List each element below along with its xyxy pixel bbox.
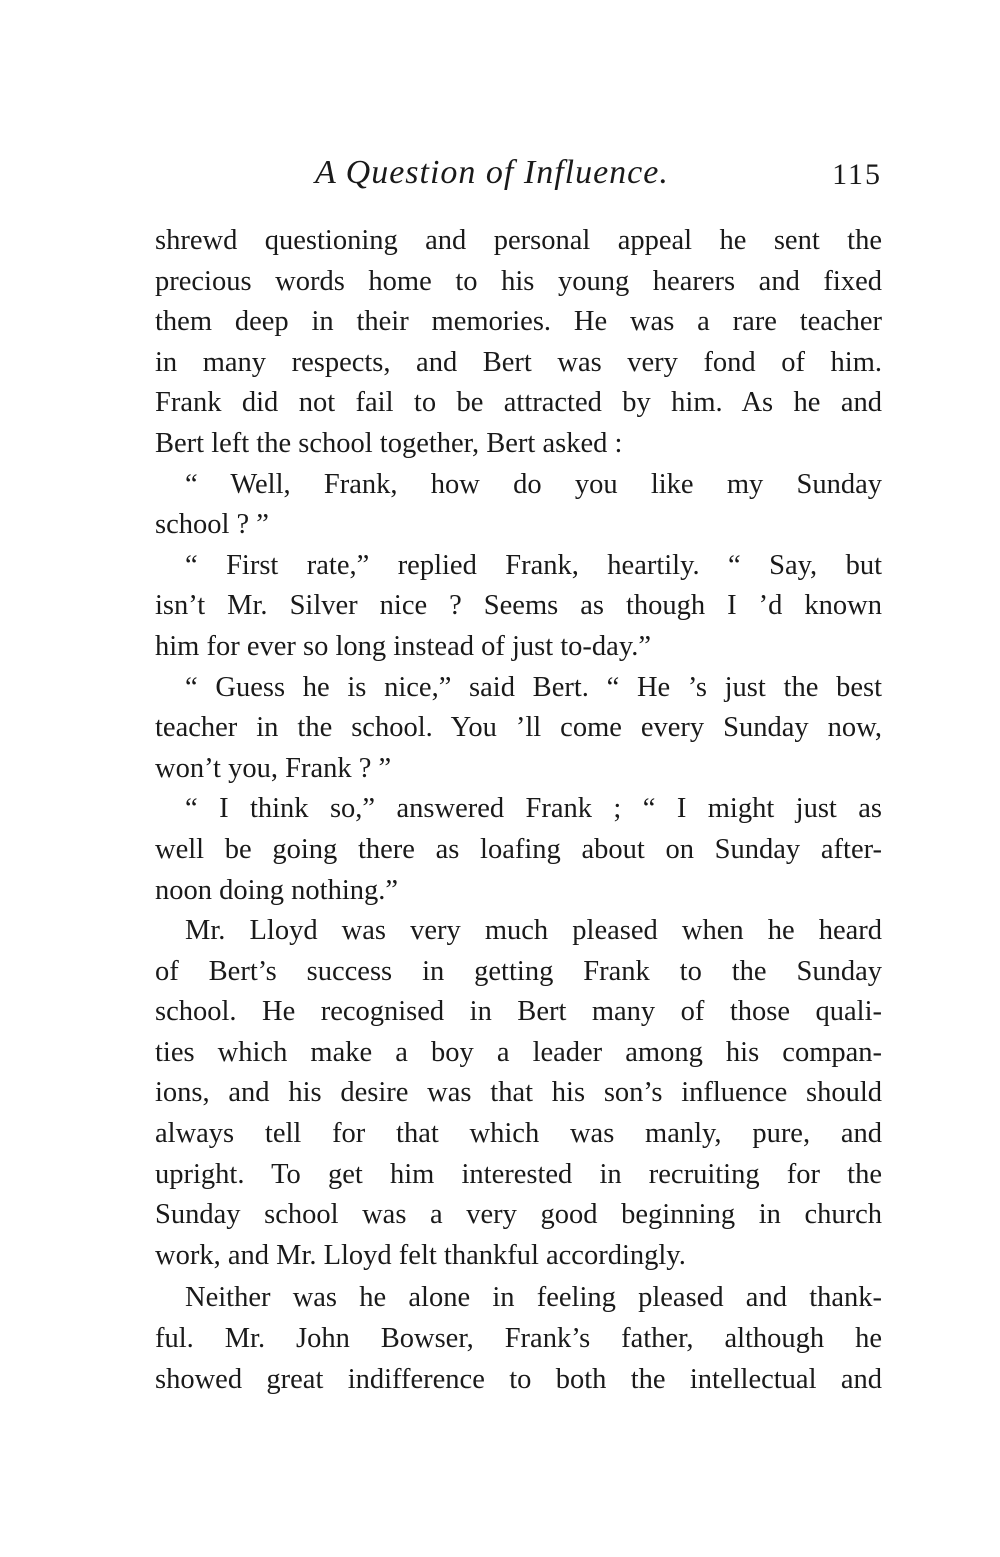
text-line: well be going there as loafing about on Sunday after- [155, 833, 882, 865]
running-title: A Question of Influence. [315, 154, 669, 191]
text-line: teacher in the school. You ’ll come every Sunday now, [155, 712, 882, 744]
text-line: noon doing nothing.” [155, 874, 399, 906]
text-line: “ First rate,” replied Frank, heartily. “ Say, but [185, 549, 882, 581]
text-line: school ? ” [155, 509, 269, 541]
text-line: upright. To get him interested in recruiting for the [155, 1158, 882, 1190]
text-line: Bert left the school together, Bert asked : [155, 427, 623, 459]
text-line: won’t you, Frank ? ” [155, 752, 392, 784]
page-number: 115 [832, 158, 882, 191]
text-line: ions, and his desire was that his son’s influence should [155, 1077, 882, 1109]
text-line: ties which make a boy a leader among his compan- [155, 1036, 882, 1068]
text-line: in many respects, and Bert was very fond of him. [155, 346, 882, 378]
text-line: work, and Mr. Lloyd felt thankful accordingly. [155, 1239, 686, 1271]
text-line: school. He recognised in Bert many of those quali- [155, 996, 882, 1028]
text-line: them deep in their memories. He was a rare teacher [155, 306, 882, 338]
text-line: ful. Mr. John Bowser, Frank’s father, although he [155, 1323, 882, 1355]
text-line: always tell for that which was manly, pure, and [155, 1118, 882, 1150]
text-line: Mr. Lloyd was very much pleased when he heard [185, 915, 882, 947]
text-line: showed great indifference to both the intellectual and [155, 1363, 882, 1395]
text-line: precious words home to his young hearers and fixed [155, 265, 882, 297]
text-line: Neither was he alone in feeling pleased and thank- [185, 1282, 882, 1314]
text-line: “ Well, Frank, how do you like my Sunday [185, 468, 882, 500]
text-line: Sunday school was a very good beginning in church [155, 1199, 882, 1231]
text-line: him for ever so long instead of just to-day.” [155, 630, 651, 662]
text-line: isn’t Mr. Silver nice ? Seems as though I ’d known [155, 590, 882, 622]
text-line: “ I think so,” answered Frank ; “ I might just as [185, 793, 882, 825]
text-line: Frank did not fail to be attracted by him. As he and [155, 387, 882, 419]
text-line: “ Guess he is nice,” said Bert. “ He ’s just the best [185, 671, 882, 703]
text-line: shrewd questioning and personal appeal he sent the [155, 225, 882, 256]
page-header [155, 150, 882, 200]
body-text [155, 221, 882, 1400]
text-line: of Bert’s success in getting Frank to the Sunday [155, 955, 882, 987]
